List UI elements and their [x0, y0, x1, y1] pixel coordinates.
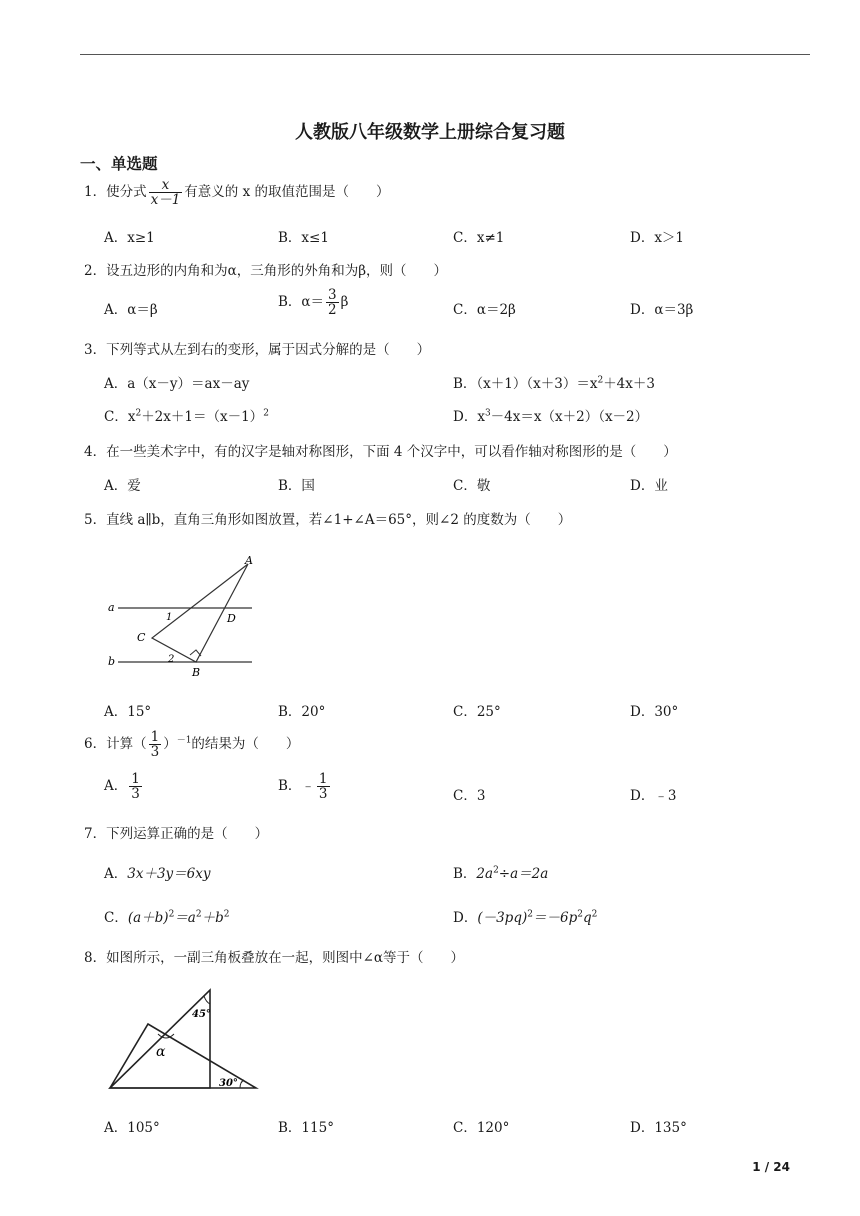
q3-c-text-mid: ＋2x＋1＝（x－1）: [141, 409, 264, 425]
q8-option-a: A．105°: [104, 1120, 160, 1136]
q5-label-C: C: [137, 631, 146, 644]
q6-numerator: 1: [150, 729, 160, 745]
q3-c-exponent: 2: [135, 408, 142, 419]
q7-c-exponent-2: 2: [195, 909, 202, 920]
q3-option-c: [104, 405, 269, 425]
q7-d-exponent: 2: [527, 909, 533, 920]
q8-label-45: 45°: [192, 1009, 211, 1020]
question-7: 7．下列运算正确的是（ ）: [84, 826, 269, 842]
q3-d-text: D．x: [453, 409, 485, 425]
q7-b-base: 2a: [476, 866, 494, 882]
page-title: 人教版八年级数学上册综合复习题: [295, 122, 565, 143]
q7-c-rhs: ＝a: [174, 910, 196, 926]
section-heading: 一、单选题: [80, 155, 158, 173]
q6-b-fraction: [317, 772, 330, 801]
q7-a-expression: 3x＋3y＝6xy: [127, 866, 211, 882]
q7-c-rhs-2: ＋b: [201, 910, 224, 926]
q4-option-b: B．国: [278, 478, 315, 494]
q5-option-b: B．20°: [278, 704, 326, 720]
q3-c-text: C．x: [104, 409, 136, 425]
q7-b-exponent: 2: [493, 865, 499, 876]
q8-option-c: C．120°: [453, 1120, 510, 1136]
q7-c-prefix: C．: [104, 910, 128, 926]
q4-option-a: A．爱: [104, 478, 141, 494]
q1-option-b: B．x≤1: [278, 230, 329, 246]
question-2: 2．设五边形的内角和为α，三角形的外角和为β，则（ ）: [84, 263, 448, 279]
q3-d-text-end: －4x＝x（x＋2）（x－2）: [490, 409, 649, 425]
q2-b-fraction: [326, 288, 339, 317]
q3-option-d: [453, 405, 648, 425]
question-8: 8．如图所示，一副三角板叠放在一起，则图中∠α等于（ ）: [84, 950, 465, 966]
q7-c-exponent-3: 2: [223, 909, 230, 920]
q5-label-angle-2: 2: [168, 654, 175, 665]
q3-d-exponent: 3: [484, 408, 491, 419]
q7-d-rhs-2: q: [582, 910, 592, 926]
q7-option-b: [453, 862, 548, 882]
q7-option-d: [453, 906, 597, 926]
q7-option-a: [104, 862, 211, 882]
q5-label-A: A: [245, 554, 253, 567]
q6-prefix: 6．计算（: [84, 736, 147, 753]
q6-fraction: [149, 730, 162, 759]
q7-c-exponent: 2: [168, 909, 175, 920]
q7-c-base: (a＋b): [127, 910, 169, 926]
q2-b-prefix: B．: [278, 294, 302, 311]
header-rule: [80, 54, 810, 55]
q8-label-30: 30°: [219, 1078, 238, 1089]
q4-option-c: C．敬: [453, 478, 491, 494]
q7-a-prefix: A．: [104, 866, 128, 882]
q7-d-prefix: D．: [453, 910, 478, 926]
q5-figure: [104, 552, 264, 680]
q7-b-rest: ÷a＝2a: [498, 866, 549, 882]
q4-option-d: D．业: [630, 478, 668, 494]
q6-a-fraction: [129, 772, 142, 801]
q5-option-c: C．25°: [453, 704, 501, 720]
q6-b-numerator: 1: [318, 771, 328, 787]
q3-option-b: [453, 372, 655, 392]
q5-label-angle-1: 1: [166, 612, 173, 623]
q2-option-b: [278, 288, 348, 317]
q1-prefix: 1．使分式: [84, 184, 147, 201]
q7-d-rhs: ＝－6p: [532, 910, 578, 926]
question-1: [84, 178, 390, 207]
page-number: 1 / 24: [752, 1160, 790, 1174]
q5-label-a: a: [108, 601, 115, 614]
q6-option-d: D．﹣3: [630, 788, 677, 804]
q6-close: ）: [163, 736, 177, 753]
q8-label-alpha: α: [156, 1044, 166, 1060]
q3-b-exponent: 2: [597, 375, 604, 386]
q6-b-denominator: 3: [318, 786, 328, 803]
q7-option-c: [104, 906, 230, 926]
q8-figure: [104, 984, 264, 1096]
q8-angle-45-arc: [204, 996, 210, 1004]
q5-label-D: D: [227, 612, 236, 625]
q8-option-d: D．135°: [630, 1120, 687, 1136]
q1-numerator: x: [149, 178, 183, 193]
q2-option-c: C．α＝2β: [453, 302, 516, 318]
q5-label-b: b: [108, 655, 116, 668]
q1-option-d: D．x＞1: [630, 230, 685, 246]
q7-d-exponent-2: 2: [577, 909, 583, 920]
q2-b-alpha: α＝: [301, 294, 325, 311]
q1-option-a: A．x≥1: [104, 230, 155, 246]
q7-d-exponent-3: 2: [591, 909, 598, 920]
q6-option-c: C．3: [453, 788, 486, 804]
question-6: [84, 730, 299, 759]
q7-d-base: (－3pq): [477, 910, 528, 926]
q3-b-text: B．（x＋1）（x＋3）＝x: [453, 376, 598, 392]
q7-b-prefix: B．: [453, 866, 477, 882]
q5-option-d: D．30°: [630, 704, 679, 720]
q3-c-exponent-2: 2: [263, 408, 269, 419]
q3-b-text-end: ＋4x＋3: [603, 376, 655, 392]
q6-a-denominator: 3: [131, 786, 140, 803]
q1-denominator: x－1: [150, 192, 181, 209]
q2-option-d: D．α＝3β: [630, 302, 694, 318]
q6-option-a: [104, 772, 144, 801]
q6-a-numerator: 1: [131, 771, 140, 787]
q1-fraction: [149, 178, 183, 207]
q2-b-numerator: 3: [328, 287, 337, 303]
q6-denominator: 3: [150, 744, 160, 761]
q2-option-a: A．α＝β: [104, 302, 158, 318]
q1-suffix: 有意义的 x 的取值范围是（ ）: [184, 184, 390, 201]
q6-exponent: －1: [176, 735, 192, 746]
q6-option-b: [278, 772, 332, 801]
q6-suffix: 的结果为（ ）: [191, 736, 300, 753]
q2-b-beta: β: [340, 294, 349, 311]
q3-option-a: A．a（x－y）＝ax－ay: [104, 376, 250, 392]
q8-triangle-45: [110, 990, 210, 1088]
q8-option-b: B．115°: [278, 1120, 334, 1136]
q6-a-prefix: A．: [104, 778, 128, 795]
question-5: 5．直线 a∥b，直角三角形如图放置，若∠1+∠A＝65°，则∠2 的度数为（ ）: [84, 512, 572, 528]
q5-option-a: A．15°: [104, 704, 152, 720]
q6-b-prefix: B．﹣: [278, 778, 315, 795]
question-3: 3．下列等式从左到右的变形，属于因式分解的是（ ）: [84, 342, 431, 358]
q2-b-denominator: 2: [328, 302, 337, 319]
question-4: 4．在一些美术字中，有的汉字是轴对称图形，下面 4 个汉字中，可以看作轴对称图形的是（ ）: [84, 444, 677, 460]
q5-label-B: B: [192, 666, 201, 679]
q1-option-c: C．x≠1: [453, 230, 505, 246]
